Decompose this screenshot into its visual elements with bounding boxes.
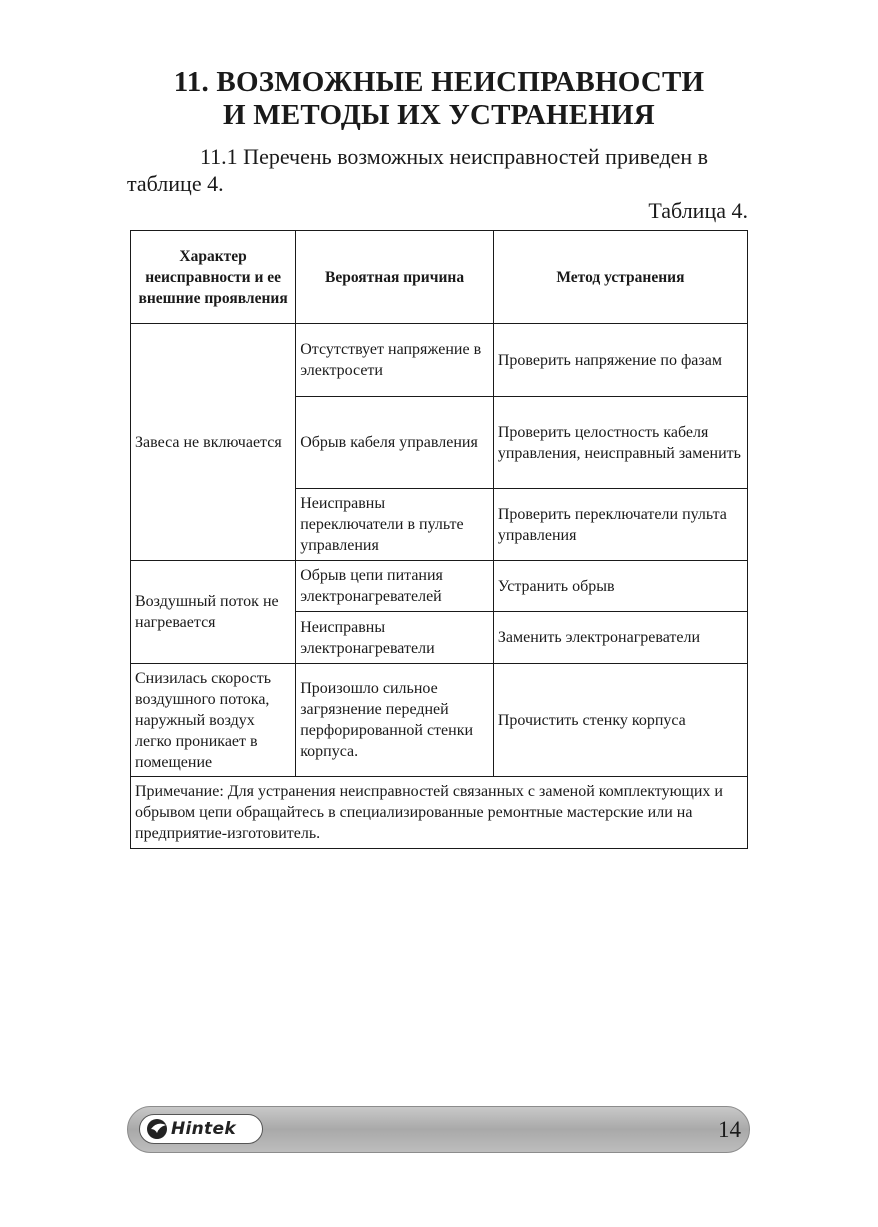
symptom-cell: Снизилась скорость воздушного потока, наружный воздух легко проникает в помещение (131, 664, 296, 777)
cause-cell: Обрыв цепи питания электронагревателей (296, 561, 494, 612)
table-header-row (131, 231, 748, 324)
cause-cell: Неисправны электронагреватели (296, 612, 494, 664)
remedy-cell: Заменить электронагреватели (493, 612, 747, 664)
cause-cell: Отсутствует напряжение в электросети (296, 324, 494, 397)
cause-cell: Неисправны переключатели в пульте управления (296, 489, 494, 561)
hintek-logo-icon (146, 1118, 170, 1140)
header-cause: Вероятная причина (296, 231, 494, 324)
brand-name: Hintek (171, 1119, 236, 1139)
section-title (0, 66, 878, 132)
brand-logo (139, 1114, 263, 1144)
header-symptom: Характер неисправности и ее внешние проявления (131, 231, 296, 324)
remedy-cell: Устранить обрыв (493, 561, 747, 612)
cause-cell: Обрыв кабеля управления (296, 397, 494, 489)
remedy-cell: Проверить целостность кабеля управления, неисправный заменить (493, 397, 747, 489)
table-row (131, 561, 748, 612)
intro-paragraph: 11.1 Перечень возможных неисправностей приведен в таблице 4. (127, 144, 709, 196)
section-title-line-2: И МЕТОДЫ ИХ УСТРАНЕНИЯ (223, 99, 655, 131)
table-caption: Таблица 4. (648, 198, 748, 223)
faults-table (130, 230, 748, 849)
table-row (131, 664, 748, 777)
symptom-cell: Завеса не включается (131, 324, 296, 561)
cause-cell: Произошло сильное загрязнение передней перфорированной стенки корпуса. (296, 664, 494, 777)
table-row (131, 324, 748, 397)
symptom-cell: Воздушный поток не нагревается (131, 561, 296, 664)
remedy-cell: Проверить переключатели пульта управления (493, 489, 747, 561)
remedy-cell: Прочистить стенку корпуса (493, 664, 747, 777)
remedy-cell: Проверить напряжение по фазам (493, 324, 747, 397)
table-note: Примечание: Для устранения неисправностей связанных с заменой комплектующих и обрывом цепи обращайтесь в специализированные ремонтные мастерские или на предприятие-изготовитель. (131, 777, 748, 849)
section-title-line-1: 11. ВОЗМОЖНЫЕ НЕИСПРАВНОСТИ (173, 66, 705, 98)
page-number: 14 (718, 1117, 741, 1142)
note-row (131, 777, 748, 849)
header-remedy: Метод устранения (493, 231, 747, 324)
